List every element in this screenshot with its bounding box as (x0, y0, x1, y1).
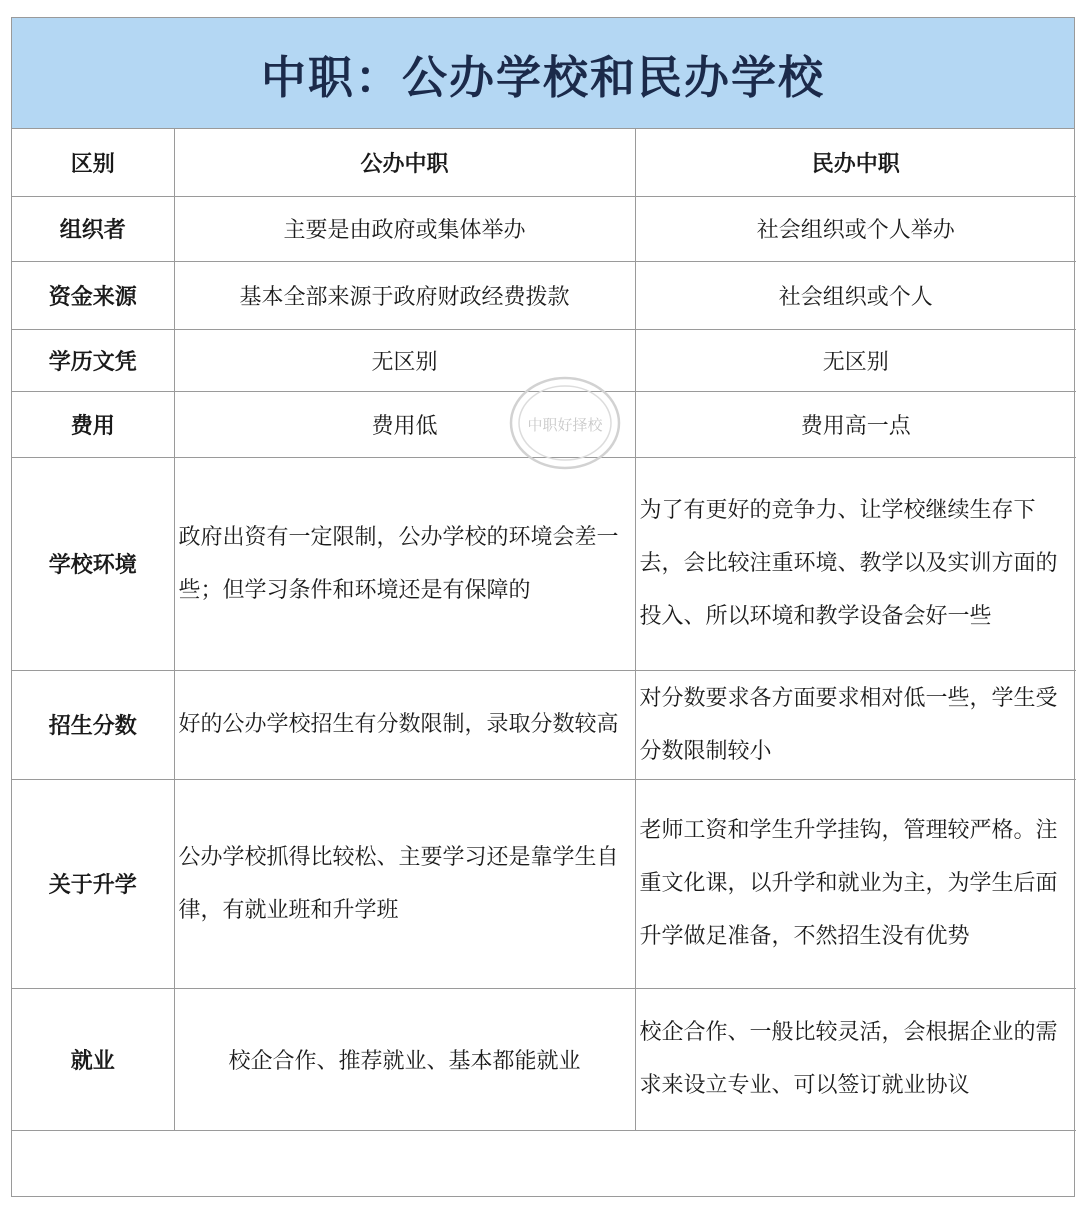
row-label: 学历文凭 (12, 329, 174, 391)
header-public: 公办中职 (174, 129, 635, 196)
comparison-table (12, 129, 1076, 1196)
header-category: 区别 (12, 129, 174, 196)
table-row (12, 670, 1076, 779)
table-row (12, 329, 1076, 391)
row-label: 费用 (12, 391, 174, 457)
table-row (12, 779, 1076, 988)
comparison-sheet (11, 17, 1075, 1197)
header-private: 民办中职 (635, 129, 1076, 196)
row-label: 组织者 (12, 196, 174, 261)
public-cell: 主要是由政府或集体举办 (174, 196, 635, 261)
row-label: 招生分数 (12, 670, 174, 779)
private-cell: 社会组织或个人 (635, 261, 1076, 329)
row-label: 关于升学 (12, 779, 174, 988)
table-row (12, 261, 1076, 329)
private-cell: 为了有更好的竞争力、让学校继续生存下去，会比较注重环境、教学以及实训方面的投入、所以环境和教学设备会好一些 (635, 457, 1076, 670)
page-title: 中职：公办学校和民办学校 (260, 50, 825, 104)
private-cell: 对分数要求各方面要求相对低一些，学生受分数限制较小 (635, 670, 1076, 779)
public-cell: 费用低 (174, 391, 635, 457)
title-bar (12, 18, 1074, 129)
table-row (12, 196, 1076, 261)
row-label: 就业 (12, 988, 174, 1130)
private-cell: 社会组织或个人举办 (635, 196, 1076, 261)
table-row (12, 988, 1076, 1130)
private-cell: 无区别 (635, 329, 1076, 391)
private-cell: 校企合作、一般比较灵活，会根据企业的需求来设立专业、可以签订就业协议 (635, 988, 1076, 1130)
private-cell: 费用高一点 (635, 391, 1076, 457)
table-row (12, 457, 1076, 670)
row-label: 学校环境 (12, 457, 174, 670)
public-cell: 基本全部来源于政府财政经费拨款 (174, 261, 635, 329)
public-cell: 政府出资有一定限制，公办学校的环境会差一些；但学习条件和环境还是有保障的 (174, 457, 635, 670)
private-cell: 老师工资和学生升学挂钩，管理较严格。注重文化课，以升学和就业为主，为学生后面升学做足准备，不然招生没有优势 (635, 779, 1076, 988)
public-cell: 公办学校抓得比较松、主要学习还是靠学生自律，有就业班和升学班 (174, 779, 635, 988)
public-cell: 校企合作、推荐就业、基本都能就业 (174, 988, 635, 1130)
row-label: 资金来源 (12, 261, 174, 329)
header-row (12, 129, 1076, 196)
public-cell: 好的公办学校招生有分数限制，录取分数较高 (174, 670, 635, 779)
empty-cell (12, 1130, 1076, 1196)
public-cell: 无区别 (174, 329, 635, 391)
empty-row (12, 1130, 1076, 1196)
table-row (12, 391, 1076, 457)
watermark-text: 中职好择校 (527, 416, 603, 434)
